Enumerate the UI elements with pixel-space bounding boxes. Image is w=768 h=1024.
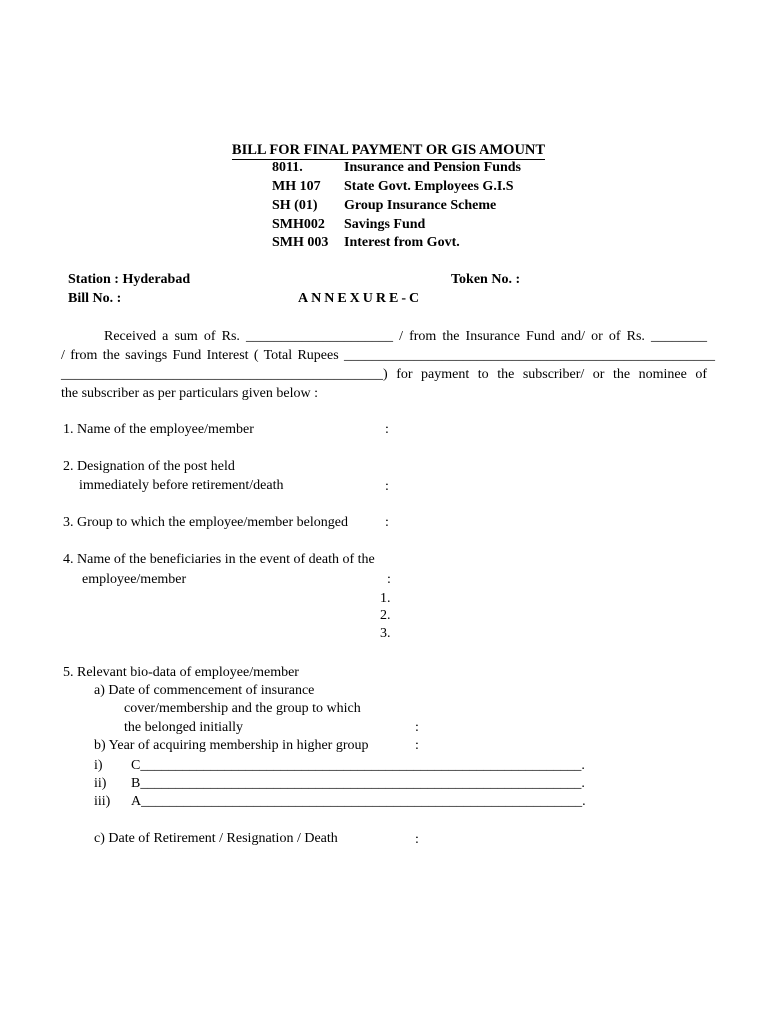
item-label: employee/member	[82, 572, 187, 587]
item-label: 2. Designation of the post held	[63, 459, 235, 474]
beneficiary-number: 3.	[380, 626, 391, 641]
head-row: 8011. Insurance and Pension Funds	[272, 160, 522, 175]
receipt-line: ______________________________________________) for payment to the subscriber/ or the nominee of	[61, 367, 707, 382]
item-label: cover/membership and the group to which	[124, 701, 361, 716]
bill-no-label: Bill No. :	[68, 291, 122, 306]
beneficiary-number: 2.	[380, 608, 391, 623]
roman-marker: iii)	[94, 794, 111, 809]
item-label: the belonged initially	[124, 720, 243, 735]
group-b-line: B_______________________________________________________________.	[131, 776, 585, 791]
colon: :	[415, 832, 419, 847]
head-row: SMH 003 Interest from Govt.	[272, 235, 460, 250]
roman-marker: i)	[94, 758, 103, 773]
colon: :	[415, 738, 419, 753]
colon: :	[387, 572, 391, 587]
colon: :	[385, 479, 389, 494]
receipt-line: / from the savings Fund Interest ( Total Rupees _____________________________________________________	[61, 348, 715, 363]
annexure-heading: ANNEXURE-C	[298, 291, 423, 306]
item-label: 1. Name of the employee/member	[63, 422, 254, 437]
item-label: immediately before retirement/death	[79, 478, 284, 493]
beneficiary-number: 1.	[380, 591, 391, 606]
item-label: a) Date of commencement of insurance	[94, 683, 315, 698]
colon: :	[385, 422, 389, 437]
receipt-line: Received a sum of Rs. _____________________ / from the Insurance Fund and/ or of Rs. ________	[104, 329, 707, 344]
receipt-line: the subscriber as per particulars given below :	[61, 386, 318, 401]
head-row: SMH002 Savings Fund	[272, 217, 426, 232]
item-label: 3. Group to which the employee/member belonged	[63, 515, 348, 530]
station-label: Station : Hyderabad	[68, 272, 191, 287]
group-c-line: C_______________________________________________________________.	[131, 758, 585, 773]
head-row: MH 107 State Govt. Employees G.I.S	[272, 179, 514, 194]
form-title: BILL FOR FINAL PAYMENT OR GIS AMOUNT	[231, 142, 546, 158]
item-label: b) Year of acquiring membership in higher group	[94, 738, 369, 753]
colon: :	[385, 515, 389, 530]
group-a-line: A_______________________________________________________________.	[131, 794, 586, 809]
token-label: Token No. :	[451, 272, 521, 287]
colon: :	[415, 720, 419, 735]
item-label: 4. Name of the beneficiaries in the event of death of the	[63, 552, 375, 567]
roman-marker: ii)	[94, 776, 107, 791]
item-label: 5. Relevant bio-data of employee/member	[63, 665, 299, 680]
item-label: c) Date of Retirement / Resignation / Death	[94, 831, 338, 846]
head-row: SH (01) Group Insurance Scheme	[272, 198, 497, 213]
